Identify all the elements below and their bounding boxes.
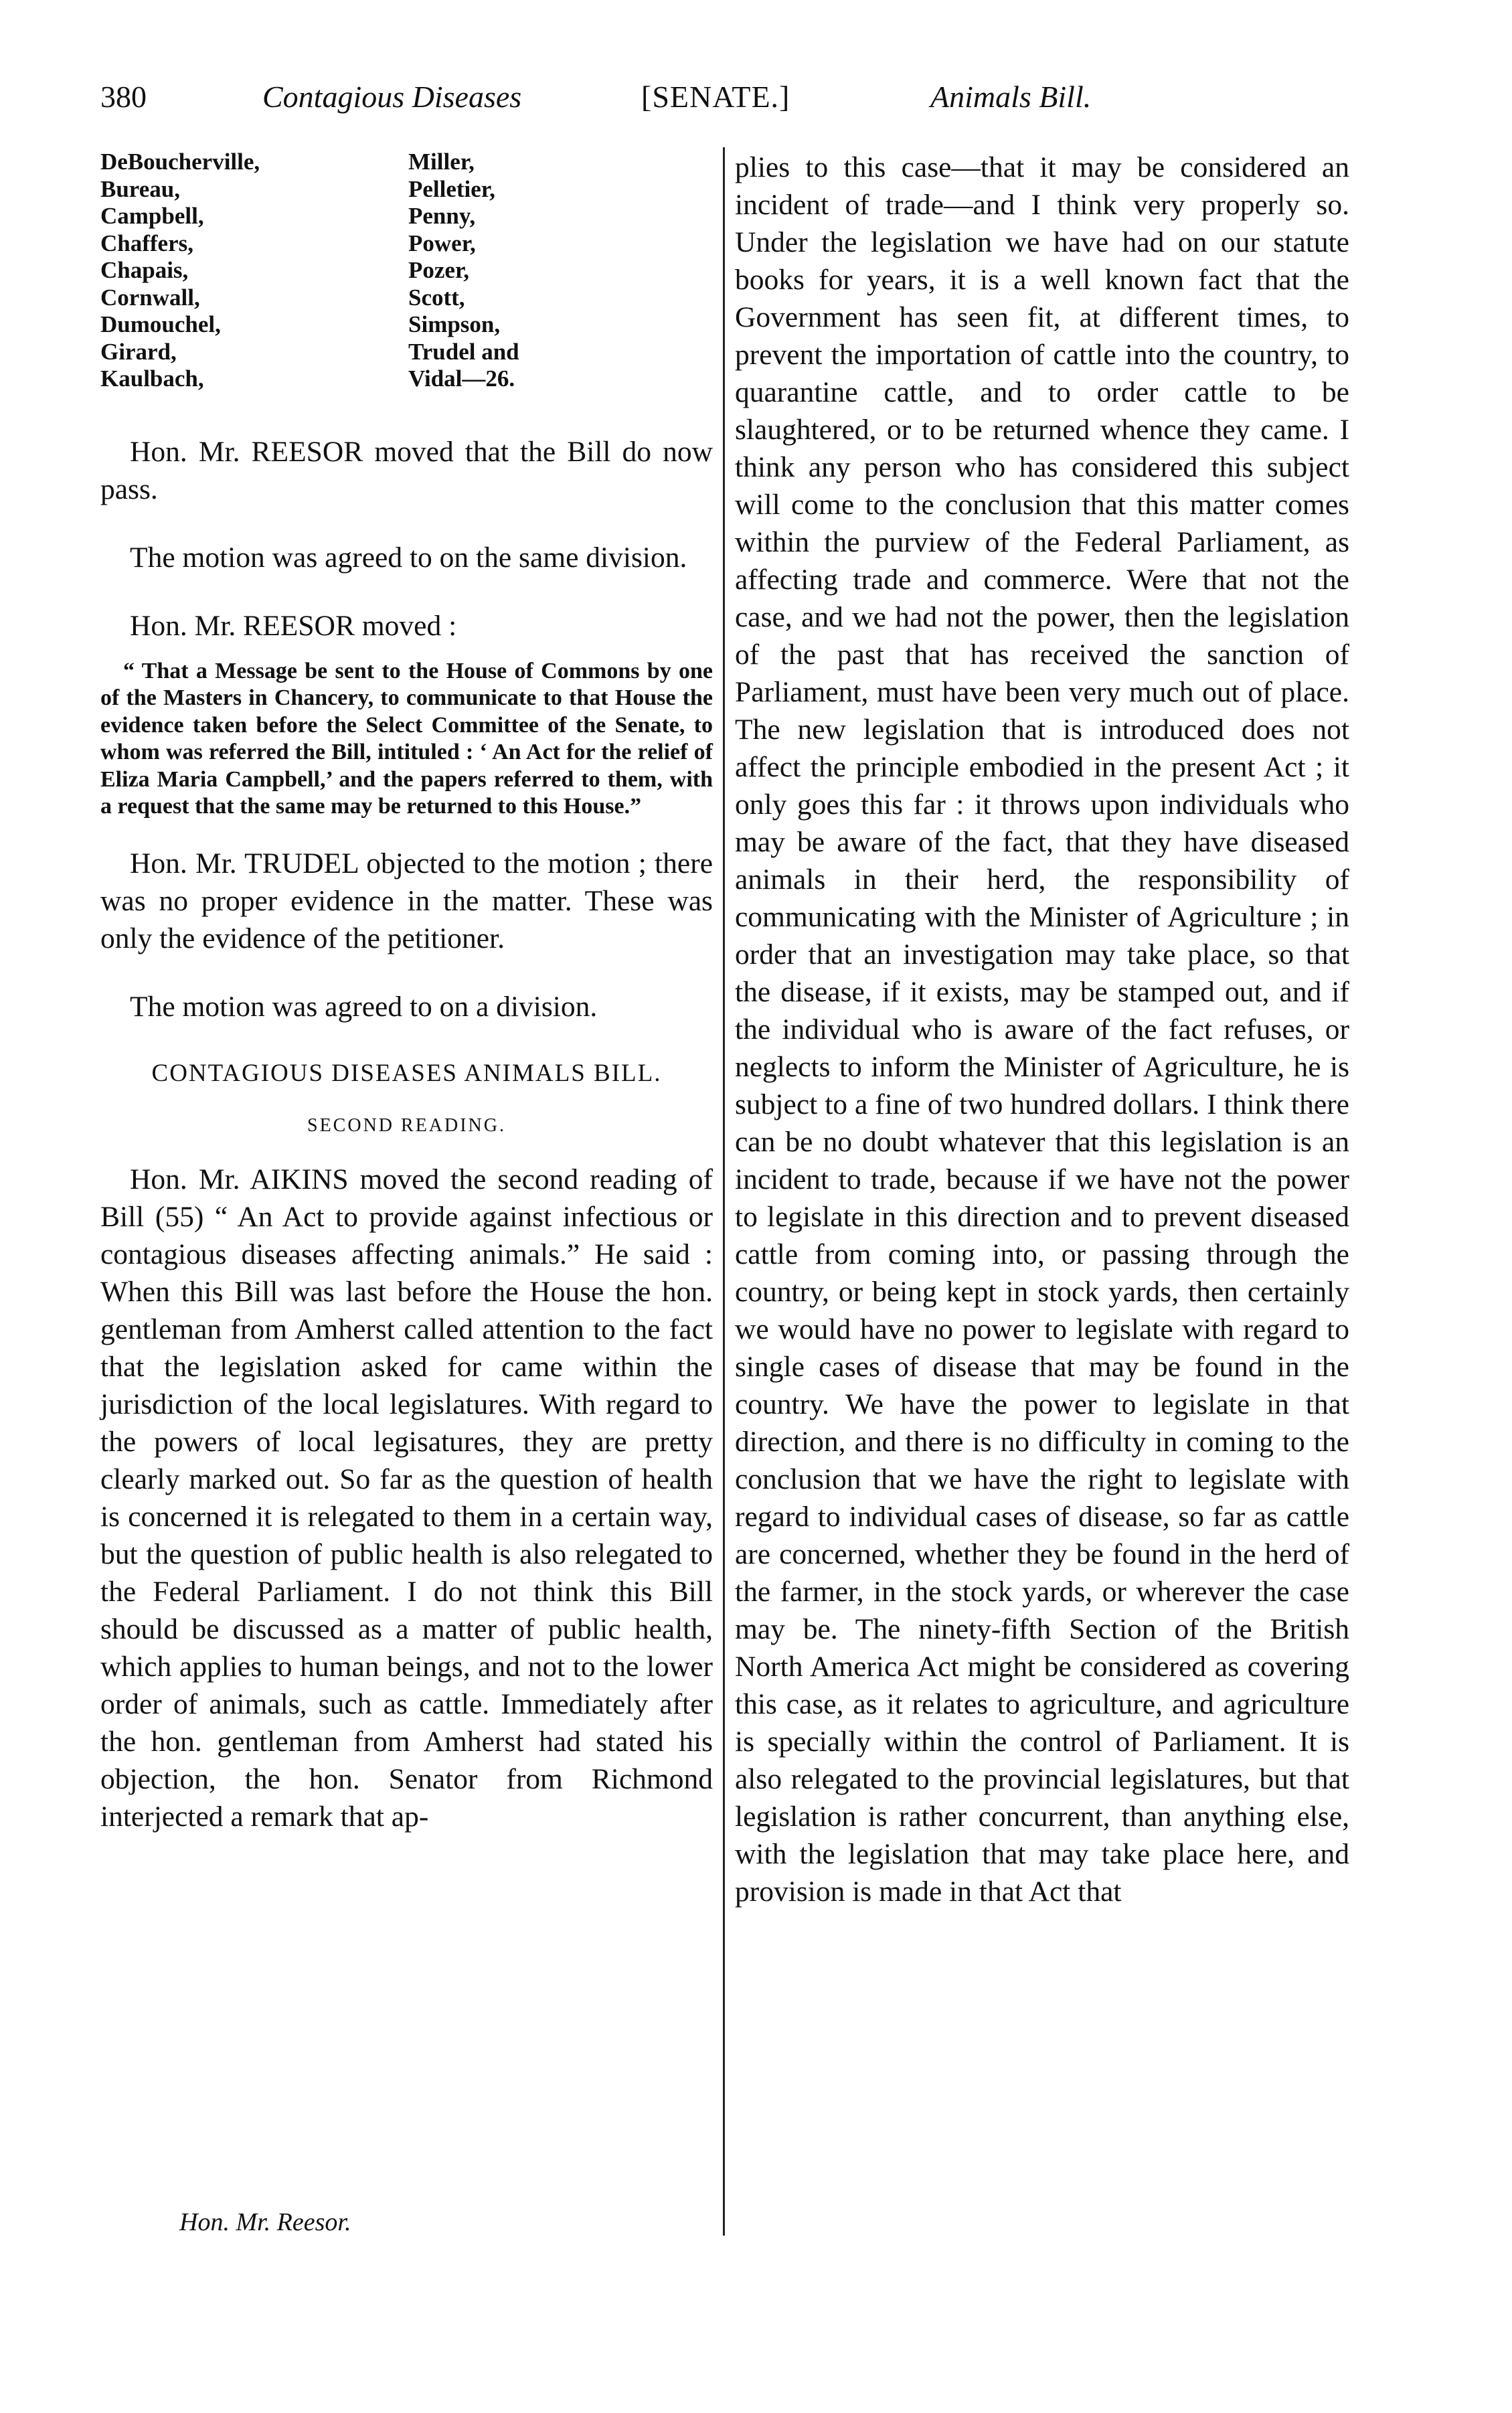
division-name: Power, <box>408 230 476 256</box>
section-heading: CONTAGIOUS DISEASES ANIMALS BILL. <box>151 1059 662 1087</box>
division-name: Bureau, <box>100 175 180 202</box>
division-name: Cornwall, <box>100 284 200 311</box>
paragraph-motion-agreed: The motion was agreed to on the same division. <box>130 541 687 574</box>
division-name: Penny, <box>408 203 476 229</box>
division-name: Trudel and <box>408 338 519 365</box>
division-name: Pozer, <box>408 257 470 283</box>
page-header <box>100 79 1412 133</box>
division-name: Miller, <box>408 149 475 175</box>
division-name: Girard, <box>100 338 177 365</box>
right-column <box>735 149 1349 1910</box>
division-name: Vidal—26. <box>408 365 515 392</box>
paragraph-motion-agreed-division: The motion was agreed to on a division. <box>130 990 598 1023</box>
division-name: Pelletier, <box>408 175 495 202</box>
division-names <box>100 149 713 393</box>
running-title-left: Contagious Diseases <box>262 80 522 114</box>
running-title-center: [SENATE.] <box>641 80 790 114</box>
page-footer: Hon. Mr. Reesor. <box>179 2208 351 2236</box>
division-names-col2 <box>408 149 519 393</box>
column-divider <box>723 147 725 2236</box>
paragraph-trudel-objected: Hon. Mr. TRUDEL objected to the motion ; there was no proper evidence in the matter. These was only the evidence of the petitioner. <box>100 847 713 954</box>
division-name: Simpson, <box>408 311 501 337</box>
section-subheading: SECOND READING. <box>307 1114 506 1136</box>
paragraph-reesor-moved: Hon. Mr. REESOR moved : <box>130 609 457 642</box>
left-column <box>100 149 713 1835</box>
division-name: Dumouchel, <box>100 311 221 337</box>
division-name: Scott, <box>408 284 465 311</box>
paragraph-continued-speech: plies to this case—that it may be considered an incident of trade—and I think very properly so. Under the legislation we have had on our statute books for years, it is a well known fact that the Government has seen fit, at different times, to prevent the importation of cattle into the country, to quarantine cattle, and to order cattle to be slaughtered, or to be returned whence they came. I think any person who has considered this subject will come to the conclusion that this matter comes within the purview of the Federal Parliament, as affecting trade and commerce. Were that not the case, and we had not the power, then the legislation of the past that has received the sanction of Parliament, must have been very much out of place. The new legislation that is introduced does not affect the principle embodied in the present Act ; it only goes this far : it throws upon individuals who may be aware of the fact, that they have diseased animals in their herd, the responsibility of communicating with the Minister of Agriculture ; in order that an investigation may take place, so that the disease, if it exists, may be stamped out, and if the individual who is aware of the fact refuses, or neglects to inform the Minister of Agriculture, he is subject to a fine of two hundred dollars. I think there can be no doubt whatever that this legislation is an incident to trade, because if we have not the power to legislate in this direction and to prevent diseased cattle from coming into, or passing through the country, or being kept in stock yards, then certainly we would have no power to legislate with regard to single cases of disease that may be found in the country. We have the power to legislate in that direction, and there is no difficulty in coming to the conclusion that we have the right to legislate with regard to individual cases of disease, so far as cattle are concerned, whether they be found in the herd of the farmer, in the stock yards, or wherever the case may be. The ninety-fifth Section of the British North America Act might be considered as covering this case, as it relates to agriculture, and agriculture is specially within the control of Parliament. It is also relegated to the provincial legislatures, but that legislation is rather concurrent, than anything else, with the legislation that may take place here, and provision is made in that Act that <box>735 151 1349 1908</box>
motion-quote: “ That a Message be sent to the House of Commons by one of the Masters in Chancery, to communicate to that House the evidence taken before the Select Committee of the Senate, to whom was referred the Bill, intituled : ‘ An Act for the relief of Eliza Maria Campbell,’ and the papers referred to them, with a request that the same may be returned to this House.” <box>100 658 713 819</box>
page-number: 380 <box>100 80 147 114</box>
division-name: Chaffers, <box>100 230 193 256</box>
division-name: DeBoucherville, <box>100 149 260 175</box>
paragraph-aikins-speech: Hon. Mr. AIKINS moved the second reading of Bill (55) “ An Act to provide against infectious or contagious diseases affecting animals.” He said : When this Bill was last before the House the hon. gentleman from Amherst called attention to the fact that the legislation asked for came within the jurisdiction of the local legislatures. With regard to the powers of local legisatures, they are pretty clearly marked out. So far as the question of health is concerned it is relegated to them in a certain way, but the question of public health is also relegated to the Federal Parliament. I do not think this Bill should be discussed as a matter of public health, which applies to human beings, and not to the lower order of animals, such as cattle. Immediately after the hon. gentleman from Amherst had stated his objection, the hon. Senator from Richmond interjected a remark that ap- <box>100 1163 713 1833</box>
division-names-col1 <box>100 149 408 393</box>
division-name: Kaulbach, <box>100 365 204 392</box>
running-title-right: Animals Bill. <box>930 80 1092 114</box>
division-name: Chapais, <box>100 257 189 283</box>
paragraph-reesor-moved-pass: Hon. Mr. REESOR moved that the Bill do now pass. <box>100 435 713 505</box>
division-name: Campbell, <box>100 203 204 229</box>
